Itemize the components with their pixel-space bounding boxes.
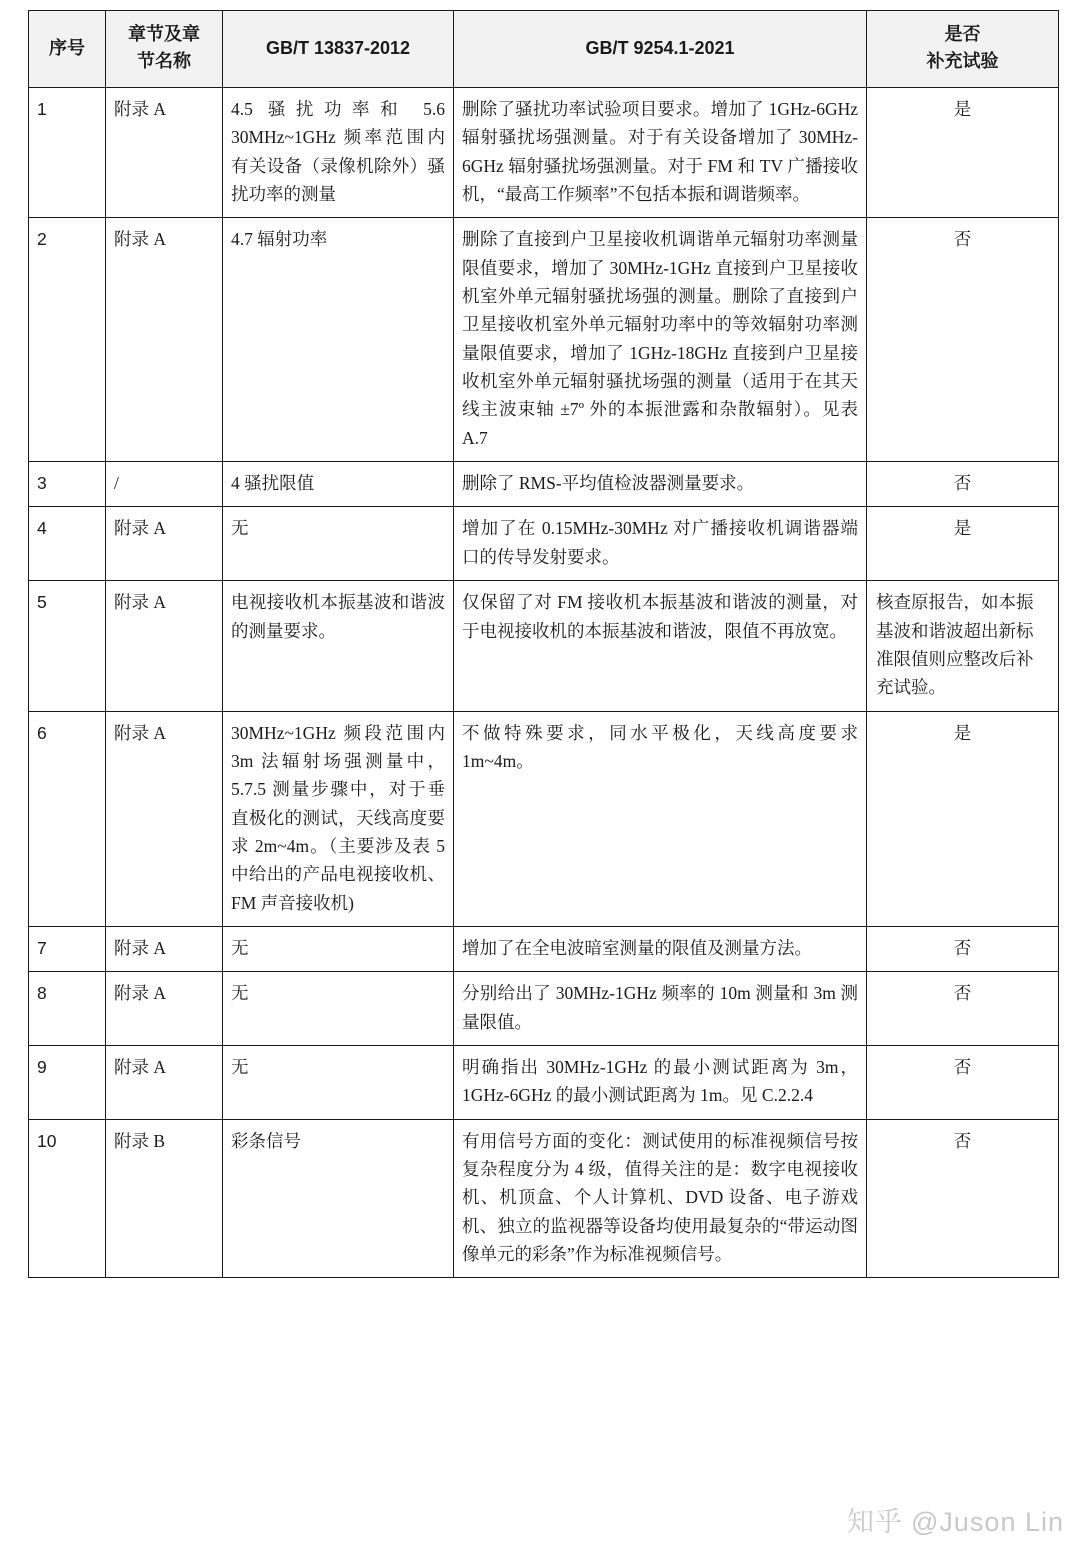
cell-old-standard: 4.5 骚扰功率和 5.6 30MHz~1GHz 频率范围内有关设备（录像机除外）骚扰功率的测量	[223, 88, 454, 218]
column-header-section	[106, 11, 223, 88]
table-row	[29, 711, 1059, 926]
table-header	[29, 11, 1059, 88]
cell-index: 4	[29, 507, 106, 581]
column-header-section-line2: 节名称	[137, 51, 191, 71]
cell-new-standard: 分别给出了 30MHz-1GHz 频率的 10m 测量和 3m 测量限值。	[454, 972, 867, 1046]
cell-new-standard: 删除了骚扰功率试验项目要求。增加了 1GHz-6GHz 辐射骚扰场强测量。对于有关设备增加了 30MHz-6GHz 辐射骚扰场强测量。对于 FM 和 TV 广播接收机，“最高工作频率”不包括本振和调谐频率。	[454, 88, 867, 218]
cell-new-standard: 明确指出 30MHz-1GHz 的最小测试距离为 3m，1GHz-6GHz 的最小测试距离为 1m。见 C.2.2.4	[454, 1045, 867, 1119]
cell-new-standard: 不做特殊要求，同水平极化，天线高度要求 1m~4m。	[454, 711, 867, 926]
cell-old-standard: 无	[223, 1045, 454, 1119]
table-row	[29, 581, 1059, 711]
cell-old-standard: 无	[223, 972, 454, 1046]
cell-index: 3	[29, 462, 106, 507]
cell-supplement: 否	[867, 1045, 1059, 1119]
column-header-supplement-line2: 补充试验	[926, 51, 999, 71]
cell-section: 附录 A	[106, 218, 223, 462]
cell-index: 5	[29, 581, 106, 711]
cell-new-standard: 有用信号方面的变化：测试使用的标准视频信号按复杂程度分为 4 级，值得关注的是：数字电视接收机、机顶盒、个人计算机、DVD 设备、电子游戏机、独立的监视器等设备均使用最复杂的“带运动图像单元的彩条”作为标准视频信号。	[454, 1119, 867, 1278]
cell-supplement: 否	[867, 1119, 1059, 1278]
cell-new-standard: 仅保留了对 FM 接收机本振基波和谐波的测量，对于电视接收机的本振基波和谐波，限值不再放宽。	[454, 581, 867, 711]
table-row	[29, 972, 1059, 1046]
column-header-supplement-line1: 是否	[944, 24, 981, 44]
cell-new-standard: 删除了 RMS-平均值检波器测量要求。	[454, 462, 867, 507]
cell-index: 1	[29, 88, 106, 218]
standard-comparison-table	[28, 10, 1059, 1278]
cell-index: 7	[29, 926, 106, 971]
cell-index: 2	[29, 218, 106, 462]
cell-supplement: 否	[867, 462, 1059, 507]
cell-section: 附录 A	[106, 972, 223, 1046]
cell-section: 附录 A	[106, 581, 223, 711]
table-row	[29, 507, 1059, 581]
cell-old-standard: 无	[223, 926, 454, 971]
cell-old-standard: 无	[223, 507, 454, 581]
table-row	[29, 462, 1059, 507]
cell-index: 6	[29, 711, 106, 926]
cell-new-standard: 增加了在 0.15MHz-30MHz 对广播接收机调谐器端口的传导发射要求。	[454, 507, 867, 581]
cell-index: 10	[29, 1119, 106, 1278]
cell-old-standard: 30MHz~1GHz 频段范围内 3m 法辐射场强测量中，5.7.5 测量步骤中，对于垂直极化的测试，天线高度要求 2m~4m。（主要涉及表 5 中给出的产品电视接收机、FM 声音接收机)	[223, 711, 454, 926]
table-row	[29, 1119, 1059, 1278]
cell-old-standard: 彩条信号	[223, 1119, 454, 1278]
cell-supplement: 是	[867, 711, 1059, 926]
table-body	[29, 88, 1059, 1278]
table-row	[29, 218, 1059, 462]
column-header-new-standard: GB/T 9254.1-2021	[454, 11, 867, 88]
table-row	[29, 88, 1059, 218]
cell-supplement: 否	[867, 218, 1059, 462]
watermark-site: 知乎	[847, 1507, 903, 1537]
cell-section: 附录 A	[106, 926, 223, 971]
header-row	[29, 11, 1059, 88]
cell-new-standard: 增加了在全电波暗室测量的限值及测量方法。	[454, 926, 867, 971]
cell-section: 附录 B	[106, 1119, 223, 1278]
cell-section: 附录 A	[106, 1045, 223, 1119]
cell-supplement: 否	[867, 972, 1059, 1046]
watermark-handle: @Juson Lin	[911, 1507, 1064, 1537]
table-row	[29, 1045, 1059, 1119]
cell-supplement: 否	[867, 926, 1059, 971]
cell-index: 9	[29, 1045, 106, 1119]
cell-index: 8	[29, 972, 106, 1046]
cell-section: 附录 A	[106, 711, 223, 926]
column-header-supplement	[867, 11, 1059, 88]
cell-old-standard: 4.7 辐射功率	[223, 218, 454, 462]
column-header-index: 序号	[29, 11, 106, 88]
column-header-old-standard: GB/T 13837-2012	[223, 11, 454, 88]
watermark	[847, 1500, 1064, 1539]
cell-old-standard: 电视接收机本振基波和谐波的测量要求。	[223, 581, 454, 711]
cell-supplement: 核查原报告，如本振基波和谐波超出新标准限值则应整改后补充试验。	[867, 581, 1059, 711]
cell-section: 附录 A	[106, 507, 223, 581]
column-header-section-line1: 章节及章	[128, 24, 200, 44]
cell-section: 附录 A	[106, 88, 223, 218]
cell-supplement: 是	[867, 507, 1059, 581]
cell-new-standard: 删除了直接到户卫星接收机调谐单元辐射功率测量限值要求，增加了 30MHz-1GHz 直接到户卫星接收机室外单元辐射骚扰场强的测量。删除了直接到户卫星接收机室外单元辐射功率中的等效辐射功率测量限值要求，增加了 1GHz-18GHz 直接到户卫星接收机室外单元辐射骚扰场强的测量（适用于在其天线主波束轴 ±7º 外的本振泄露和杂散辐射）。见表 A.7	[454, 218, 867, 462]
cell-section: /	[106, 462, 223, 507]
table-row	[29, 926, 1059, 971]
cell-old-standard: 4 骚扰限值	[223, 462, 454, 507]
cell-supplement: 是	[867, 88, 1059, 218]
